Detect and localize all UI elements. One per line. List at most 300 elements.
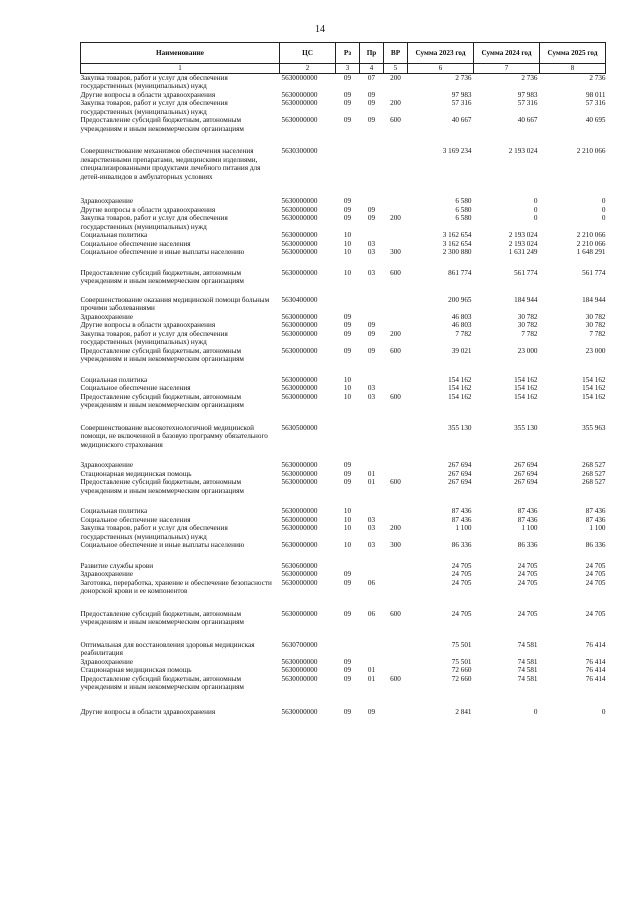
cell-sum-2024: 7 782: [521, 329, 538, 338]
cell-vr: [384, 197, 408, 206]
cell-pr: [360, 570, 384, 579]
cell-name: Социальное обеспечение и иные выплаты населению: [80, 248, 245, 256]
cell-sum-2024: 24 705: [517, 578, 538, 587]
cell-sum-2024: 267 694: [514, 478, 538, 486]
cell-sum-2023: 24 705: [451, 570, 472, 578]
cell-pr: [360, 658, 384, 667]
column-number: 3: [336, 64, 360, 74]
cell-pr: 03: [367, 515, 376, 524]
cell-cs: 5630000000: [281, 707, 318, 716]
cell-cs: 5630000000: [281, 674, 318, 683]
cell-sum-2024: 30 782: [517, 321, 538, 329]
cell-cs: 5630000000: [281, 239, 318, 248]
cell-cs: 5630000000: [281, 524, 318, 532]
cell-cs: 5630000000: [281, 384, 318, 392]
cell-sum-2025: 30 782: [585, 312, 606, 321]
row-spacer: [81, 257, 606, 269]
cell-sum-2023: 154 162: [448, 384, 472, 392]
table-row: [81, 666, 606, 675]
cell-sum-2023: 72 660: [451, 666, 472, 674]
cell-sum-2024: 74 581: [517, 640, 538, 649]
cell-pr: 01: [367, 666, 376, 674]
cell-rz: 10: [343, 384, 352, 392]
table-row: [81, 376, 606, 385]
cell-sum-2023: 154 162: [448, 392, 472, 401]
row-spacer: [81, 410, 606, 424]
cell-vr: 200: [390, 524, 401, 532]
cell-vr: 600: [390, 116, 401, 124]
cell-sum-2025: 268 527: [582, 478, 606, 486]
cell-cs: 5630000000: [281, 329, 318, 338]
cell-sum-2024: 2 193 024: [508, 239, 538, 248]
cell-sum-2025: 40 695: [585, 116, 606, 124]
cell-sum-2025: 1 648 291: [576, 248, 606, 256]
cell-name: Закупка товаров, работ и услуг для обеспечения государственных (муниципальных) нужд: [80, 73, 228, 90]
cell-vr: [384, 91, 408, 100]
table-row: [81, 675, 606, 692]
cell-rz: 09: [343, 461, 352, 469]
table-row: [81, 116, 606, 133]
table-row: [81, 641, 606, 658]
cell-sum-2025: 57 316: [585, 99, 606, 107]
cell-vr: [384, 321, 408, 330]
cell-name: Социальное обеспечение и иные выплаты населению: [80, 541, 245, 549]
cell-name: Социальная политика: [80, 507, 148, 515]
cell-sum-2024: 57 316: [517, 99, 538, 107]
table-row: [81, 313, 606, 322]
cell-vr: 600: [390, 478, 401, 486]
table-row: [81, 240, 606, 249]
cell-rz: 09: [343, 578, 352, 587]
cell-cs: 5630000000: [281, 248, 318, 256]
cell-vr: [384, 570, 408, 579]
table-row: [81, 347, 606, 364]
cell-name: Заготовка, переработка, хранение и обеспечение безопасности донорской крови и ее компонентов: [80, 578, 272, 595]
cell-sum-2024: 23 000: [517, 346, 538, 355]
cell-cs: 5630000000: [281, 231, 318, 239]
cell-sum-2025: 2 210 066: [576, 239, 606, 248]
cell-pr: 03: [367, 384, 376, 392]
cell-cs: 5630000000: [281, 73, 318, 82]
cell-cs: 5630000000: [281, 609, 318, 618]
cell-pr: 09: [367, 205, 376, 214]
cell-cs: 5630000000: [281, 197, 318, 205]
cell-vr: 600: [390, 609, 401, 618]
cell-cs: 5630700000: [281, 640, 318, 649]
cell-pr: 09: [367, 90, 376, 99]
row-spacer: [81, 495, 606, 507]
table-row: [81, 99, 606, 116]
cell-vr: 600: [390, 346, 401, 355]
cell-rz: 09: [343, 657, 352, 666]
cell-pr: 09: [367, 707, 376, 716]
cell-sum-2023: 24 705: [451, 578, 472, 587]
cell-sum-2024: 2 736: [521, 73, 538, 82]
cell-cs: 5630000000: [281, 578, 318, 587]
cell-sum-2023: 2 736: [455, 73, 472, 82]
cell-name: Закупка товаров, работ и услуг для обеспечения государственных (муниципальных) нужд: [80, 99, 228, 116]
cell-name: Совершенствование оказания медицинской помощи больным прочими заболеваниями: [80, 295, 270, 312]
cell-sum-2023: 2 300 880: [442, 248, 472, 256]
cell-sum-2023: 75 501: [451, 640, 472, 649]
cell-rz: 09: [343, 321, 352, 329]
cell-rz: 09: [343, 478, 352, 486]
cell-sum-2024: 24 705: [517, 570, 538, 578]
cell-rz: 10: [343, 507, 352, 515]
cell-sum-2023: 6 580: [455, 197, 472, 205]
cell-sum-2023: 87 436: [451, 507, 472, 515]
cell-pr: 06: [367, 578, 376, 587]
table-row: [81, 524, 606, 541]
cell-name: Предоставление субсидий бюджетным, автономным учреждениям и иным некоммерческим организациям: [80, 346, 244, 363]
cell-cs: 5630000000: [281, 312, 318, 321]
cell-sum-2024: 267 694: [514, 469, 538, 478]
table-row: [81, 384, 606, 393]
cell-cs: 5630600000: [281, 561, 318, 570]
cell-sum-2024: 154 162: [514, 375, 538, 384]
cell-sum-2025: 76 414: [585, 674, 606, 683]
cell-cs: 5630000000: [281, 346, 318, 355]
cell-vr: 200: [390, 214, 401, 222]
row-spacer: [81, 364, 606, 376]
cell-sum-2025: 561 774: [582, 268, 606, 277]
cell-rz: [336, 296, 360, 313]
cell-sum-2024: 154 162: [514, 384, 538, 392]
cell-sum-2023: 355 130: [448, 423, 472, 432]
cell-rz: 10: [343, 268, 352, 277]
table-body: [81, 73, 606, 716]
table-row: [81, 147, 606, 181]
cell-cs: 5630000000: [281, 116, 318, 124]
cell-sum-2025: 1 100: [589, 524, 606, 532]
cell-rz: 09: [343, 329, 352, 338]
cell-vr: [384, 313, 408, 322]
cell-sum-2024: 2 193 024: [508, 147, 538, 155]
cell-name: Развитие службы крови: [80, 561, 154, 570]
cell-sum-2025: 30 782: [585, 321, 606, 329]
cell-cs: 5630000000: [281, 461, 318, 469]
cell-sum-2024: 97 983: [517, 90, 538, 99]
cell-pr: [360, 424, 384, 450]
header-cs: ЦС: [280, 43, 336, 64]
cell-vr: 200: [390, 73, 401, 82]
cell-name: Социальное обеспечение населения: [80, 239, 191, 248]
cell-sum-2024: 1 100: [521, 524, 538, 532]
cell-name: Здравоохранение: [80, 197, 134, 205]
cell-sum-2023: 57 316: [451, 99, 472, 107]
cell-name: Социальная политика: [80, 375, 148, 384]
cell-vr: 300: [390, 541, 401, 549]
cell-name: Социальное обеспечение населения: [80, 384, 191, 392]
column-number: 7: [474, 64, 540, 74]
cell-sum-2025: 76 414: [585, 657, 606, 666]
table-row: [81, 73, 606, 91]
cell-vr: 600: [390, 268, 401, 277]
column-number: 8: [540, 64, 606, 74]
cell-sum-2025: 0: [601, 214, 606, 222]
cell-sum-2024: 355 130: [514, 423, 538, 432]
cell-sum-2023: 3 162 654: [442, 231, 472, 239]
cell-rz: 09: [343, 73, 352, 82]
cell-vr: [384, 231, 408, 240]
table-row: [81, 541, 606, 550]
table-row: [81, 610, 606, 627]
cell-name: Социальная политика: [80, 231, 148, 239]
cell-rz: 10: [343, 524, 352, 532]
cell-name: Предоставление субсидий бюджетным, автономным учреждениям и иным некоммерческим организациям: [80, 268, 244, 285]
cell-vr: [384, 147, 408, 181]
cell-rz: 10: [343, 248, 352, 256]
cell-cs: 5630000000: [281, 205, 318, 214]
row-spacer: [81, 692, 606, 708]
cell-pr: 03: [367, 524, 376, 532]
cell-rz: [336, 424, 360, 450]
cell-rz: 09: [343, 116, 352, 124]
table-row: [81, 321, 606, 330]
cell-vr: 600: [390, 674, 401, 683]
cell-sum-2023: 200 965: [448, 295, 472, 304]
cell-rz: 09: [343, 666, 352, 674]
table-row: [81, 197, 606, 206]
cell-pr: [360, 147, 384, 181]
cell-sum-2025: 76 414: [585, 640, 606, 649]
cell-rz: 09: [343, 312, 352, 321]
cell-sum-2024: 0: [533, 197, 538, 205]
table-row: [81, 269, 606, 286]
column-number-row: [81, 64, 606, 74]
cell-sum-2024: 1 631 249: [508, 248, 538, 256]
cell-rz: 09: [343, 609, 352, 618]
table-row: [81, 461, 606, 470]
cell-pr: 01: [367, 674, 376, 683]
cell-sum-2023: 24 705: [451, 561, 472, 570]
row-spacer: [81, 449, 606, 461]
cell-name: Закупка товаров, работ и услуг для обеспечения государственных (муниципальных) нужд: [80, 329, 228, 346]
cell-sum-2024: 87 436: [517, 515, 538, 524]
cell-sum-2025: 87 436: [585, 507, 606, 515]
cell-cs: 5630000000: [281, 90, 318, 99]
cell-rz: 10: [343, 392, 352, 401]
cell-rz: 09: [343, 90, 352, 99]
cell-sum-2025: 0: [601, 205, 606, 214]
cell-sum-2025: 355 963: [582, 423, 606, 432]
cell-sum-2023: 3 169 234: [442, 147, 472, 155]
table-row: [81, 296, 606, 313]
cell-vr: [384, 376, 408, 385]
table-row: [81, 424, 606, 450]
cell-pr: [360, 313, 384, 322]
cell-pr: [360, 507, 384, 516]
cell-pr: 03: [367, 541, 376, 549]
cell-pr: 03: [367, 248, 376, 256]
table-row: [81, 658, 606, 667]
column-number: 1: [81, 64, 280, 74]
cell-vr: 300: [390, 248, 401, 256]
cell-sum-2024: 0: [533, 707, 538, 716]
column-number: 4: [360, 64, 384, 74]
cell-sum-2025: 184 944: [582, 295, 606, 304]
cell-sum-2025: 2 210 066: [576, 147, 606, 155]
cell-sum-2023: 87 436: [451, 515, 472, 524]
cell-sum-2024: 74 581: [517, 674, 538, 683]
cell-rz: 10: [343, 541, 352, 549]
table-row: [81, 516, 606, 525]
table-row: [81, 579, 606, 596]
table-row: [81, 231, 606, 240]
cell-pr: [360, 197, 384, 206]
cell-name: Предоставление субсидий бюджетным, автономным учреждениям и иным некоммерческим организациям: [80, 392, 244, 409]
cell-pr: [360, 231, 384, 240]
cell-rz: 09: [343, 707, 352, 716]
cell-name: Предоставление субсидий бюджетным, автономным учреждениям и иным некоммерческим организациям: [80, 674, 244, 691]
cell-pr: [360, 376, 384, 385]
cell-vr: 200: [390, 99, 401, 107]
cell-pr: 09: [367, 321, 376, 329]
cell-name: Другие вопросы в области здравоохранения: [80, 707, 216, 716]
cell-rz: 09: [343, 570, 352, 578]
cell-vr: [384, 240, 408, 249]
cell-name: Другие вопросы в области здравоохранения: [80, 90, 216, 99]
cell-sum-2025: 268 527: [582, 461, 606, 469]
cell-pr: [360, 461, 384, 470]
row-spacer: [81, 596, 606, 610]
cell-sum-2024: 0: [533, 214, 538, 222]
cell-name: Предоставление субсидий бюджетным, автономным учреждениям и иным некоммерческим организациям: [80, 116, 244, 133]
cell-sum-2025: 2 736: [589, 73, 606, 82]
cell-name: Предоставление субсидий бюджетным, автономным учреждениям и иным некоммерческим организациям: [80, 609, 244, 626]
cell-rz: 09: [343, 197, 352, 205]
cell-cs: 5630000000: [281, 515, 318, 524]
cell-sum-2025: 7 782: [589, 329, 606, 338]
cell-sum-2025: 87 436: [585, 515, 606, 524]
cell-sum-2025: 2 210 066: [576, 231, 606, 239]
header-sum-2024: Сумма 2024 год: [474, 43, 540, 64]
cell-name: Здравоохранение: [80, 461, 134, 469]
cell-sum-2024: 74 581: [517, 666, 538, 674]
cell-sum-2023: 39 021: [451, 346, 472, 355]
table-row: [81, 562, 606, 571]
cell-vr: [384, 579, 408, 596]
row-spacer: [81, 627, 606, 641]
cell-sum-2023: 7 782: [455, 329, 472, 338]
cell-vr: [384, 562, 408, 571]
cell-rz: [336, 147, 360, 181]
table-row: [81, 248, 606, 257]
cell-rz: 09: [343, 214, 352, 222]
cell-sum-2024: 24 705: [517, 561, 538, 570]
cell-sum-2023: 46 803: [451, 321, 472, 329]
cell-name: Закупка товаров, работ и услуг для обеспечения государственных (муниципальных) нужд: [80, 214, 228, 231]
table-row: [81, 214, 606, 231]
cell-sum-2023: 3 162 654: [442, 239, 472, 248]
cell-sum-2023: 154 162: [448, 375, 472, 384]
cell-sum-2025: 24 705: [585, 578, 606, 587]
budget-table: [80, 42, 606, 716]
cell-rz: 09: [343, 205, 352, 214]
cell-cs: 5630000000: [281, 392, 318, 401]
cell-name: Здравоохранение: [80, 312, 134, 321]
cell-sum-2023: 75 501: [451, 657, 472, 666]
cell-rz: [336, 641, 360, 658]
cell-sum-2025: 154 162: [582, 384, 606, 392]
cell-sum-2023: 861 774: [448, 268, 472, 277]
cell-sum-2024: 86 336: [517, 541, 538, 549]
cell-sum-2023: 267 694: [448, 469, 472, 478]
cell-sum-2024: 74 581: [517, 657, 538, 666]
cell-sum-2024: 561 774: [514, 268, 538, 277]
cell-vr: [384, 424, 408, 450]
cell-sum-2023: 267 694: [448, 478, 472, 486]
cell-sum-2025: 86 336: [585, 541, 606, 549]
cell-cs: 5630000000: [281, 666, 318, 674]
table-row: [81, 206, 606, 215]
table-row: [81, 708, 606, 717]
cell-name: Другие вопросы в области здравоохранения: [80, 321, 216, 329]
cell-sum-2025: 0: [601, 197, 606, 205]
cell-pr: 06: [367, 609, 376, 618]
cell-sum-2025: 0: [601, 707, 606, 716]
table-row: [81, 91, 606, 100]
cell-pr: 09: [367, 329, 376, 338]
cell-vr: [384, 461, 408, 470]
cell-name: Здравоохранение: [80, 570, 134, 578]
cell-cs: 5630000000: [281, 375, 318, 384]
cell-cs: 5630000000: [281, 469, 318, 478]
cell-sum-2023: 6 580: [455, 214, 472, 222]
cell-pr: 01: [367, 469, 376, 478]
cell-vr: 200: [390, 329, 401, 338]
cell-name: Предоставление субсидий бюджетным, автономным учреждениям и иным некоммерческим организациям: [80, 478, 244, 495]
column-number: 2: [280, 64, 336, 74]
cell-sum-2025: 154 162: [582, 392, 606, 401]
cell-rz: 10: [343, 231, 352, 239]
header-row: [81, 43, 606, 64]
cell-pr: 03: [367, 239, 376, 248]
cell-vr: [384, 384, 408, 393]
cell-sum-2025: 23 000: [585, 346, 606, 355]
cell-name: Другие вопросы в области здравоохранения: [80, 205, 216, 214]
cell-cs: 5630000000: [281, 507, 318, 515]
cell-rz: 10: [343, 375, 352, 384]
cell-rz: 09: [343, 469, 352, 478]
row-spacer: [81, 133, 606, 147]
table-row: [81, 507, 606, 516]
cell-name: Стационарная медицинская помощь: [80, 666, 192, 674]
cell-pr: 01: [367, 478, 376, 486]
cell-sum-2023: 267 694: [448, 461, 472, 469]
table-row: [81, 570, 606, 579]
header-name: Наименование: [81, 43, 280, 64]
cell-vr: 600: [390, 392, 401, 401]
cell-name: Социальное обеспечение населения: [80, 515, 191, 524]
cell-rz: 09: [343, 674, 352, 683]
cell-cs: 5630500000: [281, 423, 318, 432]
cell-name: Оптимальная для восстановления здоровья медицинская реабилитация: [80, 640, 255, 657]
header-sum-2023: Сумма 2023 год: [408, 43, 474, 64]
cell-pr: 03: [367, 268, 376, 277]
cell-cs: 5630000000: [281, 657, 318, 666]
cell-sum-2025: 268 527: [582, 469, 606, 478]
table-row: [81, 470, 606, 479]
cell-cs: 5630000000: [281, 570, 318, 578]
cell-pr: 09: [367, 116, 376, 124]
cell-cs: 5630000000: [281, 321, 318, 329]
cell-name: Совершенствование высокотехнологичной медицинской помощи, не включенной в базовую программу обязательного медицинского страхования: [80, 423, 268, 449]
column-number: 6: [408, 64, 474, 74]
cell-cs: 5630000000: [281, 99, 318, 107]
header-pr: Пр: [360, 43, 384, 64]
cell-pr: 09: [367, 214, 376, 222]
